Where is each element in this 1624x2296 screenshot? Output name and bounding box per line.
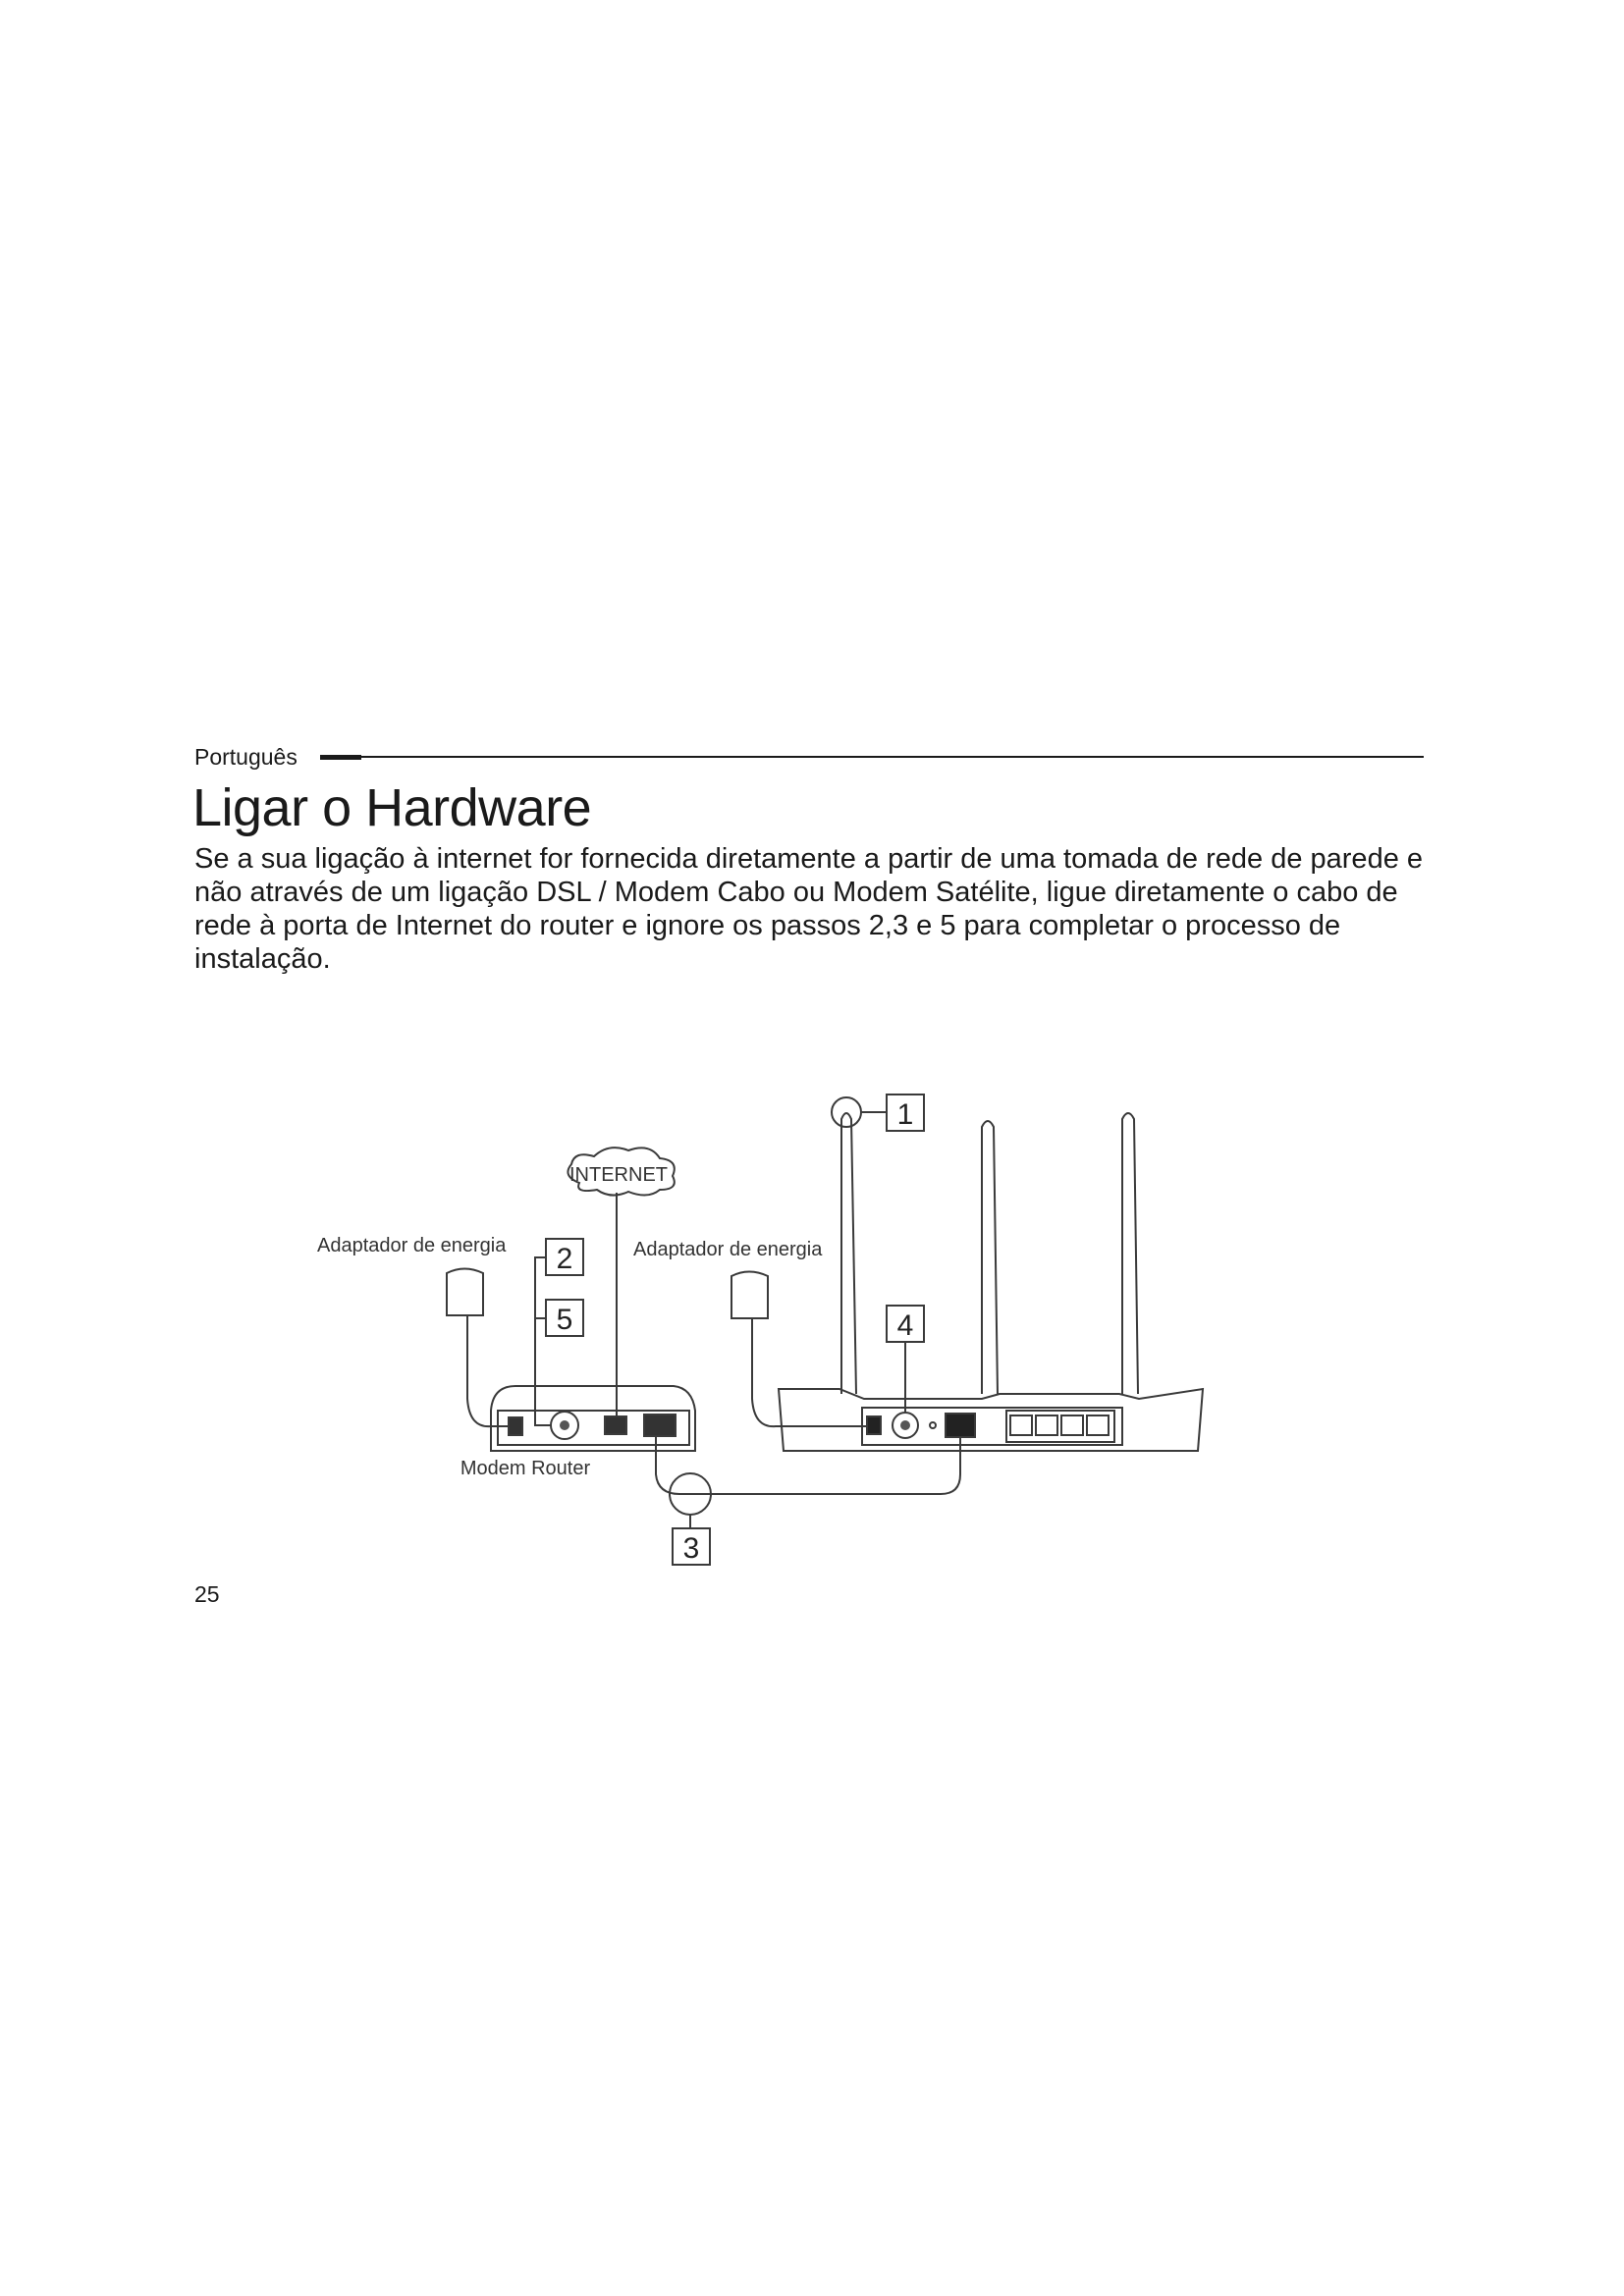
step-2-leader (535, 1257, 551, 1425)
modem-router-label: Modem Router (460, 1458, 591, 1479)
modem-power-port (509, 1417, 522, 1435)
step-3-number: 3 (682, 1532, 700, 1565)
step-5-number: 5 (556, 1304, 573, 1336)
router-power-port (867, 1416, 881, 1434)
router-antenna-left (841, 1113, 856, 1394)
modem-dsl-port (605, 1416, 626, 1434)
section-label: Português (194, 744, 298, 770)
router-reset-hole (930, 1422, 936, 1428)
step-2-number: 2 (556, 1243, 573, 1275)
page-title: Ligar o Hardware (192, 778, 592, 837)
router-antenna-middle (982, 1121, 998, 1394)
internet-label: INTERNET (569, 1164, 668, 1186)
router-body (779, 1389, 1203, 1451)
power-adapter-right-icon (731, 1272, 768, 1319)
hardware-connection-diagram (295, 1080, 1227, 1571)
power-adapter-left-icon (447, 1269, 483, 1316)
modem-lan-port (644, 1415, 676, 1436)
intro-paragraph: Se a sua ligação à internet for fornecida diretamente a partir de uma tomada de rede de parede e não através de um ligação DSL / Modem Cabo ou Modem Satélite, ligue diretamente o cabo de rede à porta de Internet do router e ignore os passos 2,3 e 5 para completar o processo de instalação. (194, 843, 1424, 975)
section-rule-thin (361, 756, 1424, 758)
page-number: 25 (194, 1581, 220, 1607)
adapter-right-label: Adaptador de energia (633, 1239, 823, 1260)
section-rule-thick (320, 755, 361, 760)
router-wan-port (946, 1414, 975, 1437)
step-1-number: 1 (896, 1098, 914, 1131)
router-antenna-right (1122, 1113, 1138, 1394)
adapter-left-label: Adaptador de energia (317, 1235, 507, 1256)
step-4-number: 4 (896, 1309, 914, 1342)
